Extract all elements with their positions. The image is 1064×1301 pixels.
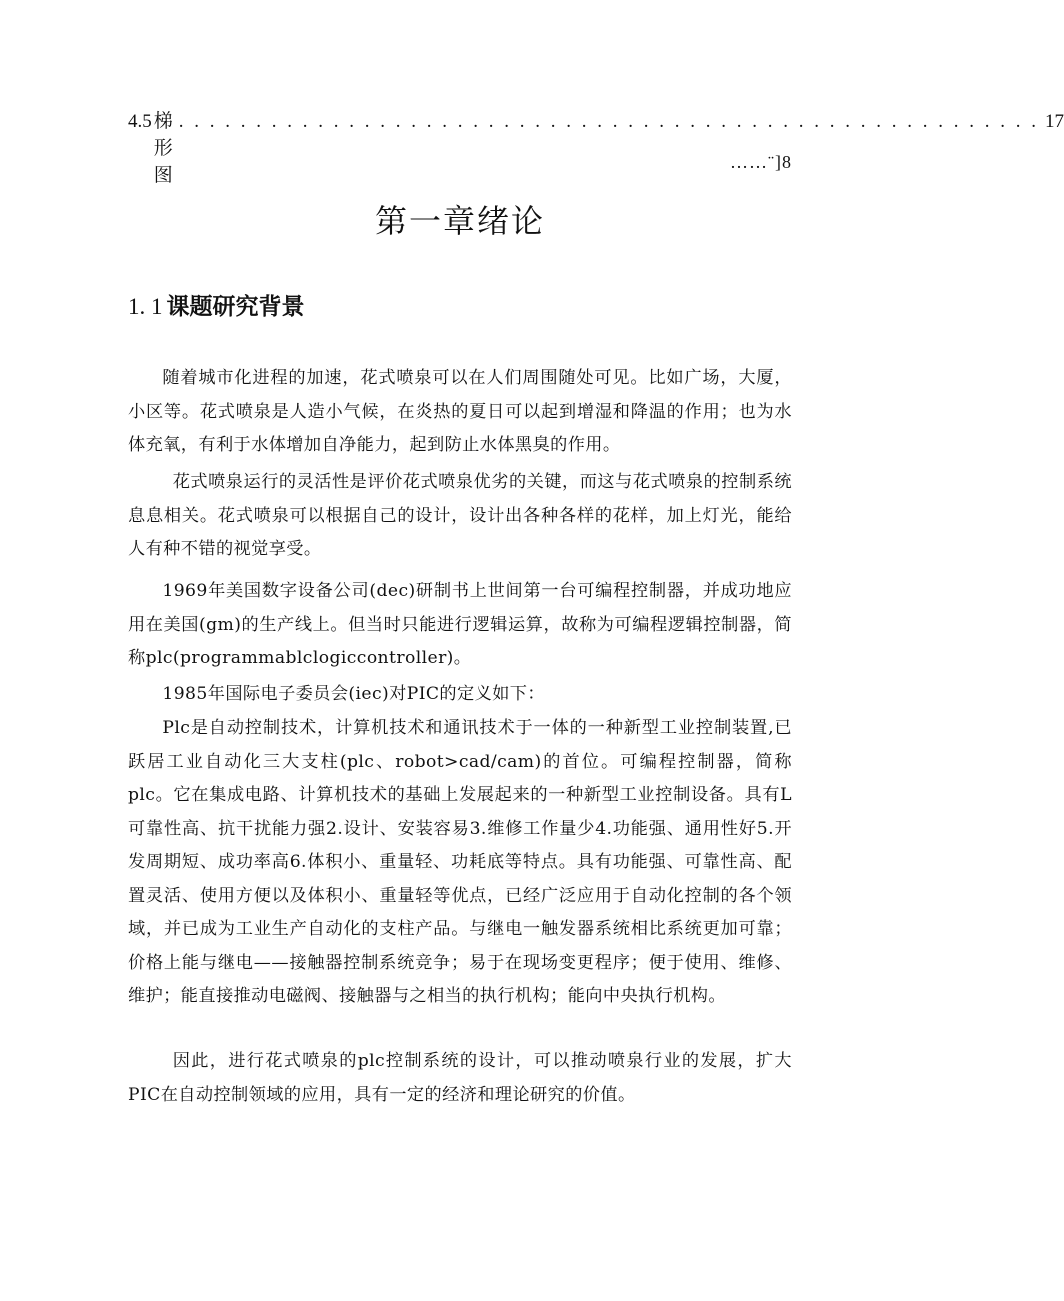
toc-continuation: ……¨]8 [730,152,792,172]
toc-entry-number: 4.5 [128,111,152,132]
paragraph-4: 1985年国际电子委员会(iec)对PIC的定义如下： [162,684,545,704]
section-heading [128,288,305,321]
toc-leader-dots: . . . . . . . . . . . . . . . . . . . . . . . . . . . . . . . . . . . . . . . . . . . . . . . . . . . . . . . . [178,111,1040,132]
toc-entry[interactable] [128,106,1064,186]
toc-entry-page: 17 [1045,111,1064,132]
section-number: 1. 1 [128,294,163,319]
paragraph-6: 因此，进行花式喷泉的plc控制系统的设计，可以推动喷泉行业的发展，扩大PIC在自动控制领域的应用，具有一定的经济和理论研究的价值。 [128,1051,792,1105]
paragraph-2: 花式喷泉运行的灵活性是评价花式喷泉优劣的关键，而这与花式喷泉的控制系统息息相关。花式喷泉可以根据自己的设计，设计出各种各样的花样，加上灯光，能给人有种不错的视觉享受。 [128,472,792,559]
section-title: 课题研究背景 [166,294,305,320]
chapter-title: 第一章绪论 [374,202,545,240]
paragraph-3: 1969年美国数字设备公司(dec)研制书上世间第一台可编程控制器，并成功地应用在美国(gm)的生产线上。但当时只能进行逻辑运算，故称为可编程逻辑控制器，简称plc(programmablclogiccontroller)。 [128,581,792,668]
paragraph-1: 随着城市化进程的加速，花式喷泉可以在人们周围随处可见。比如广场，大厦，小区等。花式喷泉是人造小气候，在炎热的夏日可以起到增湿和降温的作用；也为水体充氧，有利于水体增加自净能力，起到防止水体黑臭的作用。 [128,368,792,455]
paragraph-5: Plc是自动控制技术，计算机技术和通讯技术于一体的一种新型工业控制装置,已跃居工业自动化三大支柱(plc、robot>cad/cam)的首位。可编程控制器，简称plc。它在集成电路、计算机技术的基础上发展起来的一种新型工业控制设备。具有L可靠性高、抗干扰能力强2.设计、安装容易3.维修工作量少4.功能强、通用性好5.开发周期短、成功率高6.体积小、重量轻、功耗底等特点。具有功能强、可靠性高、配置灵活、使用方便以及体积小、重量轻等优点，已经广泛应用于自动化控制的各个领域，并已成为工业生产自动化的支柱产品。与继电一触发器系统相比系统更加可靠；价格上能与继电——接触器控制系统竞争；易于在现场变更程序；便于使用、维修、维护；能直接推动电磁阀、接触器与之相当的执行机构；能向中央执行机构。 [128,718,792,1006]
toc-entry-title: 梯形图 [153,110,173,186]
